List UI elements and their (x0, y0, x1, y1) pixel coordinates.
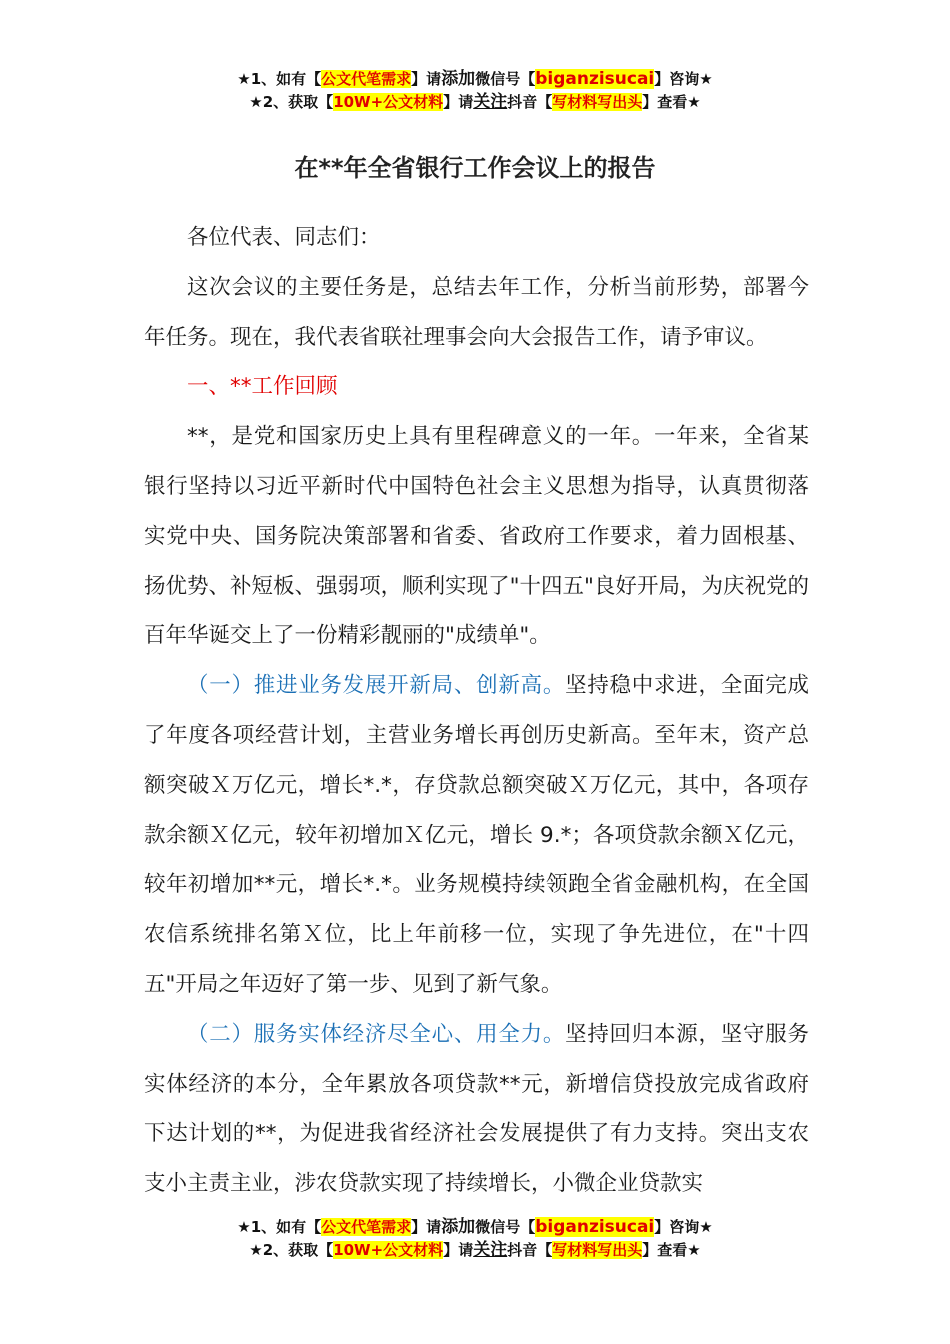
bottom-notice (0, 1216, 950, 1262)
notice-line-2: ★2、获取【10W+公文材料】请关注抖音【写材料写出头】查看★ (249, 92, 701, 112)
paragraph: （二）服务实体经济尽全心、用全力。坚持回归本源，坚守服务实体经济的本分，全年累放各项贷款**元，新增信贷投放完成省政府下达计划的**，为促进我省经济社会发展提供了有力支持。突出支农支小主责主业，涉农贷款实现了持续增长，小微企业贷款实 (144, 1021, 809, 1197)
subsection-heading: （二）服务实体经济尽全心、用全力。 (187, 1021, 566, 1047)
notice-line-2: ★2、获取【10W+公文材料】请关注抖音【写材料写出头】查看★ (249, 1240, 701, 1260)
notice-highlight: 公文代笔需求 (321, 70, 412, 88)
notice-highlight: 10W+公文材料 (333, 1241, 444, 1259)
notice-highlight: 写材料写出头 (552, 93, 643, 111)
paragraph: 这次会议的主要任务是，总结去年工作，分析当前形势，部署今年任务。现在，我代表省联社理事会向大会报告工作，请予审议。 (144, 274, 809, 350)
document-body (144, 213, 809, 1209)
greeting: 各位代表、同志们： (187, 225, 381, 250)
notice-line-1: ★1、如有【公文代笔需求】请添加微信号【biganzisucai】咨询★ (237, 1217, 713, 1237)
document-title: 在**年全省银行工作会议上的报告 (294, 154, 656, 182)
notice-highlight: biganzisucai (535, 1217, 655, 1237)
paragraph: **，是党和国家历史上具有里程碑意义的一年。一年来，全省某银行坚持以习近平新时代中国特色社会主义思想为指导，认真贯彻落实党中央、国务院决策部署和省委、省政府工作要求，着力固根基、扬优势、补短板、强弱项，顺利实现了"十四五"良好开局，为庆祝党的百年华诞交上了一份精彩靓丽的"成绩单"。 (144, 424, 809, 649)
notice-highlight: 公文代笔需求 (321, 1218, 412, 1236)
subsection-heading: （一）推进业务发展开新局、创新高。 (187, 673, 566, 699)
notice-highlight: 写材料写出头 (552, 1241, 643, 1259)
paragraph: （一）推进业务发展开新局、创新高。坚持稳中求进，全面完成了年度各项经营计划，主营业务增长再创历史新高。至年末，资产总额突破Ｘ万亿元，增长*.*，存贷款总额突破Ｘ万亿元，其中，各项存款余额Ｘ亿元，较年初增加Ｘ亿元，增长 9.*；各项贷款余额Ｘ亿元，较年初增加**元，增长*.*。业务规模持续领跑全省金融机构，在全国农信系统排名第Ｘ位，比上年前移一位，实现了争先进位，在"十四五"开局之年迈好了第一步、见到了新气象。 (144, 673, 809, 997)
notice-highlight: biganzisucai (535, 69, 655, 89)
top-notice (0, 68, 950, 114)
notice-highlight: 10W+公文材料 (333, 93, 444, 111)
notice-line-1: ★1、如有【公文代笔需求】请添加微信号【biganzisucai】咨询★ (237, 69, 713, 89)
section-heading: 一、**工作回顾 (187, 374, 338, 400)
